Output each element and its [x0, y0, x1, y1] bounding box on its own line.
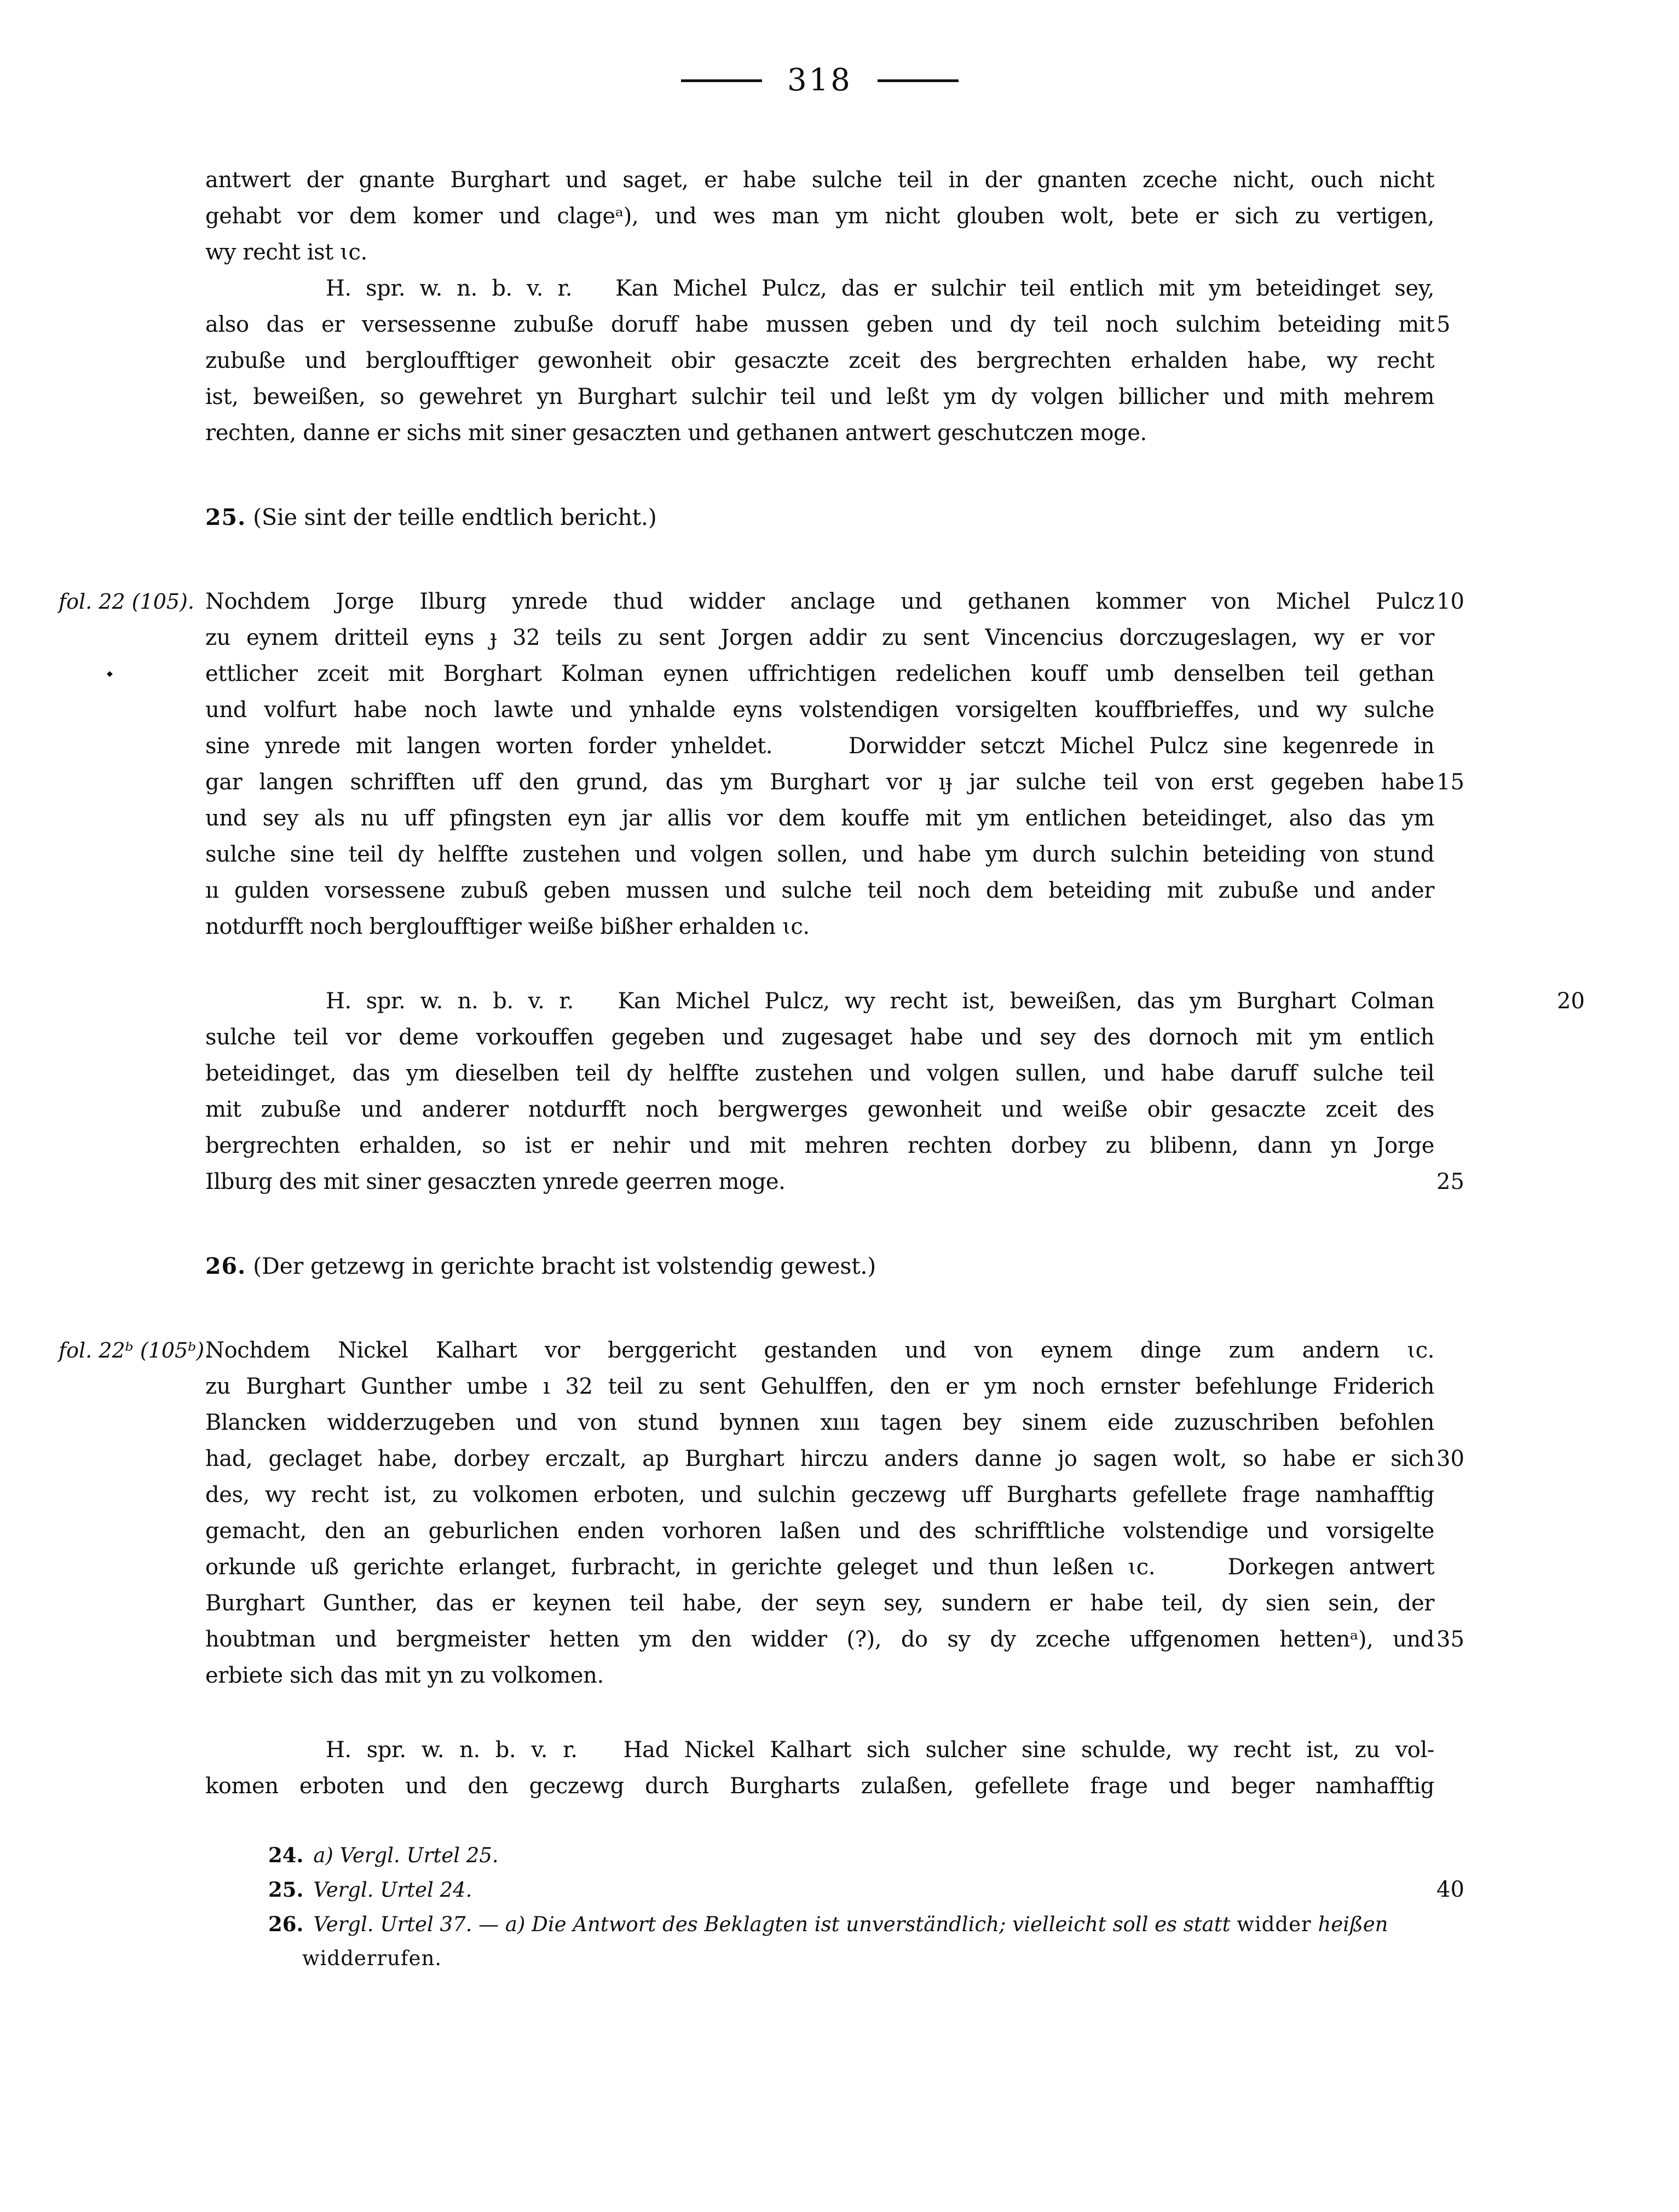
footnote-text: Vergl. Urtel 37. — a) Die Antwort des Beklagten ist unverständlich; vielleicht soll es statt — [313, 1913, 1237, 1936]
section-heading — [205, 1248, 1434, 1284]
text-line — [205, 728, 1434, 764]
text-line-content: orkunde uß gerichte erlanget, furbracht, in gerichte geleget und thun leßen ɩc. Dorkegen antwert — [205, 1555, 1434, 1580]
text-line-content: also das er versessenne zubuße doruff habe mussen geben und dy teil noch sulchim beteiding mit — [205, 312, 1434, 337]
text-line — [205, 1368, 1434, 1405]
text-line — [205, 379, 1434, 415]
header-rule-left — [681, 79, 762, 82]
paragraph — [205, 162, 1434, 270]
paragraph — [59, 1332, 1464, 1694]
footnote-number: 26. — [268, 1912, 304, 1936]
text-line — [205, 162, 1434, 198]
text-line-content: gar langen schrifften uff den grund, das ym Burghart vor ıɟ jar sulche teil von erst gegeben habe — [205, 770, 1434, 795]
text-line-content: Nochdem Nickel Kalhart vor berggericht gestanden und von eynem dinge zum andern ɩc. — [205, 1338, 1434, 1363]
footnote-text: widderrufen. — [302, 1947, 442, 1970]
text-line — [205, 1055, 1434, 1091]
section-number: 25. — [205, 504, 246, 530]
header-rule-right — [878, 79, 959, 82]
text-line — [205, 234, 1434, 270]
text-line-content: houbtman und bergmeister hetten ym den widder (?), do sy dy zceche uffgenomen hettenᵃ), und — [205, 1627, 1434, 1652]
line-number: 30 — [1436, 1446, 1464, 1471]
text-line-content: ist, beweißen, so gewehret yn Burghart sulchir teil und leßt ym dy volgen billicher und mith mehrem — [205, 384, 1434, 409]
text-line — [205, 1657, 1434, 1694]
section-heading — [205, 499, 1434, 535]
line-number: 10 — [1436, 589, 1464, 614]
text-line — [205, 415, 1434, 451]
text-line-content: mit zubuße und anderer notdurfft noch bergwerges gewonheit und weiße obir gesaczte zceit des — [205, 1097, 1434, 1122]
text-line-content: gemacht, den an geburlichen enden vorhoren laßen und des schrifftliche volstendige und vorsigelte — [205, 1518, 1434, 1544]
text-line — [205, 1513, 1434, 1549]
text-line-content: zubuße und bergloufftiger gewonheit obir gesaczte zceit des bergrechten erhalden habe, wy recht — [205, 348, 1434, 373]
section-number: 26. — [205, 1253, 246, 1279]
text-line — [205, 764, 1464, 800]
text-line-content: ıı gulden vorsessene zubuß geben mussen und sulche teil noch dem beteiding mit zubuße und ander — [205, 878, 1434, 903]
text-line-content: Blancken widderzugeben und von stund bynnen xıııı tagen bey sinem eide zuzuschriben befohlen — [205, 1410, 1434, 1435]
text-line-content: notdurfft noch bergloufftiger weiße bißher erhalden ɩc. — [205, 914, 810, 939]
paragraph — [205, 1732, 1434, 1804]
text-line — [205, 343, 1434, 379]
text-line-content: Burghart Gunther, das er keynen teil habe, der seyn sey, sundern er habe teil, dy sien sein, der — [205, 1591, 1434, 1616]
text-line-content: Ilburg des mit siner gesaczten ynrede geerren moge. — [205, 1169, 786, 1194]
footnotes — [268, 1838, 1464, 1976]
text-line-content: zu Burghart Gunther umbe ı 32 teil zu sent Gehulffen, den er ym noch ernster befehlunge Friderich — [205, 1374, 1434, 1399]
line-number: 40 — [1436, 1877, 1464, 1902]
footnote-text: heißen — [1311, 1913, 1388, 1936]
text-line-content: antwert der gnante Burghart und saget, er habe sulche teil in der gnanten zceche nicht, ouch nicht — [205, 168, 1434, 193]
text-line — [205, 1621, 1464, 1657]
text-line — [205, 1549, 1434, 1585]
text-line-content: erbiete sich das mit yn zu volkomen. — [205, 1663, 604, 1688]
folio-margin-note: fol. 22ᵇ (105ᵇ). — [59, 1338, 211, 1362]
text-line — [205, 1732, 1434, 1768]
text-line-content: H. spr. w. n. b. v. r. Kan Michel Pulcz, das er sulchir teil entlich mit ym beteidinget sey, — [326, 276, 1434, 301]
text-block — [59, 162, 1585, 1976]
text-line-content: Nochdem Jorge Ilburg ynrede thud widder anclage und gethanen kommer von Michel Pulcz — [205, 589, 1434, 614]
text-line-content: und sey als nu uff pfingsten eyn jar allis vor dem kouffe mit ym entlichen beteidinget, also das ym — [205, 806, 1434, 831]
text-line — [205, 1585, 1434, 1621]
line-number: 20 — [1557, 989, 1585, 1014]
text-line-content: komen erboten und den geczewg durch Burgharts zulaßen, gefellete frage und beger namhafftig — [205, 1774, 1434, 1799]
text-line — [205, 270, 1434, 307]
text-line — [205, 983, 1585, 1019]
section-title: (Sie sint der teille endtlich bericht.) — [246, 504, 657, 530]
footnote-text: a) Vergl. Urtel 25. — [313, 1844, 499, 1867]
footnote-26 — [268, 1907, 1434, 1942]
folio-margin-note: fol. 22 (105). — [59, 590, 194, 614]
paragraph — [205, 983, 1585, 1200]
text-line — [205, 1332, 1434, 1368]
paragraph — [205, 270, 1451, 451]
text-line — [205, 1128, 1434, 1164]
text-line — [205, 1441, 1464, 1477]
page-number: 318 — [787, 62, 852, 98]
text-line-content: wy recht ist ɩc. — [205, 240, 367, 265]
text-line-content: H. spr. w. n. b. v. r. Kan Michel Pulcz, wy recht ist, beweißen, das ym Burghart Colman — [326, 989, 1434, 1014]
text-line-content: rechten, danne er sichs mit siner gesaczten und gethanen antwert geschutczen moge. — [205, 420, 1147, 446]
text-line-content: sulche teil vor deme vorkouffen gegeben und zugesaget habe und sey des dornoch mit ym entlich — [205, 1025, 1434, 1050]
text-line — [205, 1405, 1434, 1441]
text-line-content: bergrechten erhalden, so ist er nehir und mit mehren rechten dorbey zu blibenn, dann yn Jorge — [205, 1133, 1434, 1158]
text-line — [205, 656, 1434, 692]
page-header — [205, 61, 1434, 100]
text-line — [205, 198, 1434, 234]
text-line-content: des, wy recht ist, zu volkomen erboten, und sulchin geczewg uff Burgharts gefellete frage namhafftig — [205, 1482, 1434, 1508]
line-number: 25 — [1436, 1169, 1464, 1194]
text-line — [205, 836, 1434, 873]
text-line — [205, 584, 1464, 620]
section-title: (Der getzewg in gerichte bracht ist volstendig gewest.) — [246, 1253, 876, 1279]
text-line-content: zu eynem dritteil eyns ɟ 32 teils zu sent Jorgen addir zu sent Vincencius dorczugeslagen, wy er vor — [205, 625, 1434, 650]
text-line — [205, 620, 1434, 656]
text-line — [205, 692, 1434, 728]
text-line — [205, 909, 1434, 945]
text-line — [205, 873, 1434, 909]
text-line — [205, 800, 1434, 836]
paragraph — [59, 584, 1464, 945]
text-line-content: ettlicher zceit mit Borghart Kolman eynen uffrichtigen redelichen kouff umb denselben teil gethan — [205, 661, 1434, 686]
text-line — [205, 1768, 1434, 1804]
text-line-content: gehabt vor dem komer und clageᵃ), und wes man ym nicht glouben wolt, bete er sich zu vertigen, — [205, 204, 1434, 229]
footnote-25 — [268, 1873, 1464, 1907]
line-number: 5 — [1436, 312, 1451, 337]
footnote-text: Vergl. Urtel 24. — [313, 1878, 472, 1902]
text-line-content: had, geclaget habe, dorbey erczalt, ap Burghart hirczu anders danne jo sagen wolt, so habe er sich — [205, 1446, 1434, 1471]
footnote-number: 25. — [268, 1878, 304, 1902]
text-line — [205, 1477, 1434, 1513]
footnote-number: 24. — [268, 1843, 304, 1867]
footnote-26-continuation — [302, 1942, 1434, 1976]
footnote-24 — [268, 1838, 1434, 1873]
text-line — [205, 1164, 1464, 1200]
text-line-content: sulche sine teil dy helffte zustehen und volgen sollen, und habe ym durch sulchin beteiding von stund — [205, 842, 1434, 867]
line-number: 15 — [1436, 770, 1464, 795]
text-line — [205, 307, 1451, 343]
text-line-content: H. spr. w. n. b. v. r. Had Nickel Kalhart sich sulcher sine schulde, wy recht ist, zu vol- — [326, 1737, 1434, 1763]
text-line-content: beteidinget, das ym dieselben teil dy helffte zustehen und volgen sullen, und habe daruff sulche teil — [205, 1061, 1434, 1086]
text-line-content: sine ynrede mit langen worten forder ynheldet. Dorwidder setczt Michel Pulcz sine kegenrede in — [205, 734, 1434, 759]
text-line-content: und volfurt habe noch lawte und ynhalde eyns volstendigen vorsigelten kouffbrieffes, und wy sulche — [205, 697, 1434, 723]
line-number: 35 — [1436, 1627, 1464, 1652]
text-line — [205, 1019, 1434, 1055]
ink-mark: ◆ — [107, 669, 113, 678]
footnote-quoted-word: widder — [1237, 1913, 1312, 1936]
text-line — [205, 1091, 1434, 1128]
